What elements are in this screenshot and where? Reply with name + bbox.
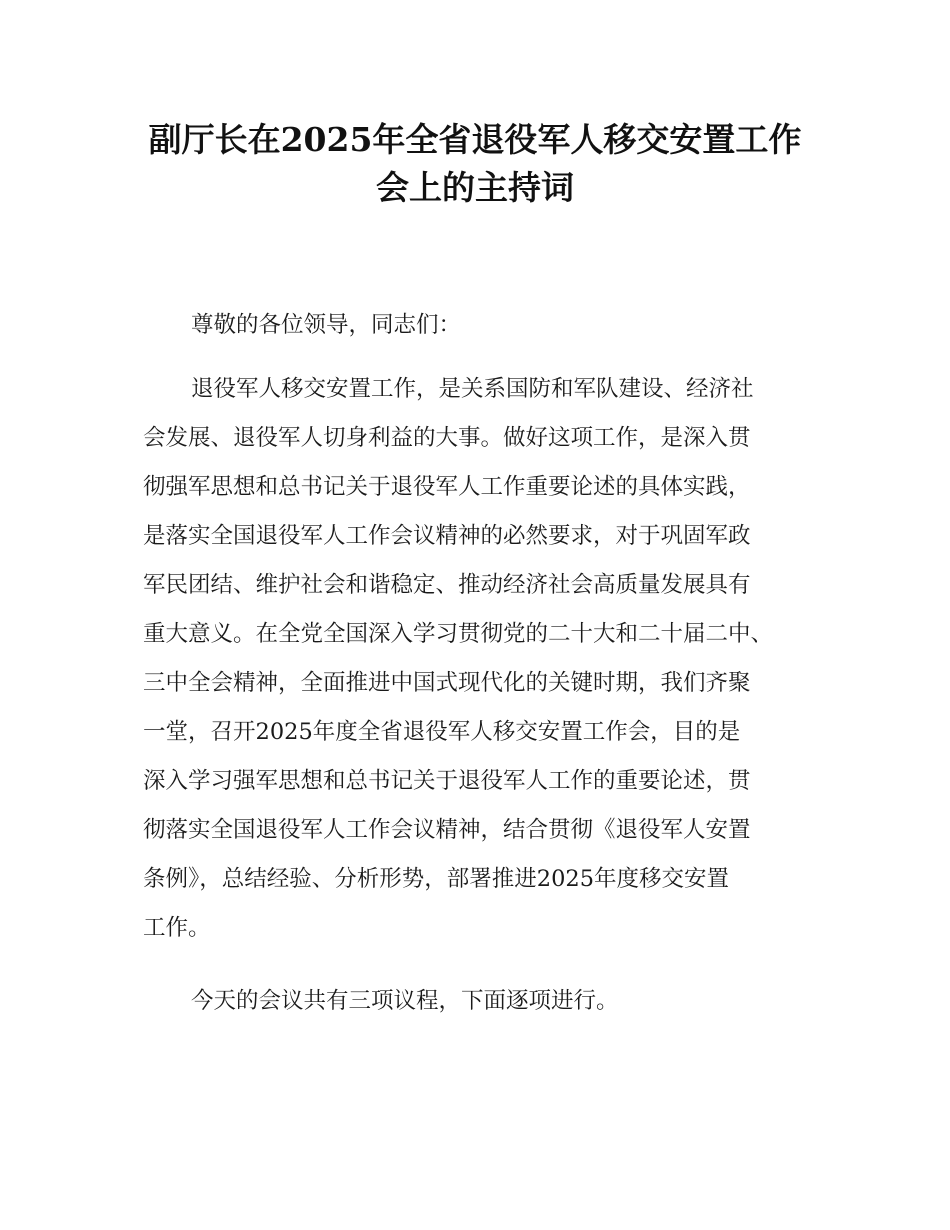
paragraph-line: 军民团结、维护社会和谐稳定、推动经济社会高质量发展具有 (143, 572, 751, 598)
closing-paragraph (143, 977, 823, 1026)
greeting-paragraph (143, 301, 823, 350)
greeting-text: 尊敬的各位领导，同志们： (191, 312, 462, 338)
paragraph-line: 深入学习强军思想和总书记关于退役军人工作的重要论述，贯 (143, 768, 751, 794)
document-title (100, 116, 850, 212)
paragraph-line: 工作。 (143, 915, 211, 941)
paragraph-line: 一堂，召开2025年度全省退役军人移交安置工作会，目的是 (143, 719, 741, 745)
title-line: 副厅长在2025年全省退役军人移交安置工作 (148, 120, 802, 159)
paragraph-line: 是落实全国退役军人工作会议精神的必然要求，对于巩固军政 (143, 523, 751, 549)
paragraph-line: 彻强军思想和总书记关于退役军人工作重要论述的具体实践， (143, 474, 751, 500)
paragraph-line: 会发展、退役军人切身利益的大事。做好这项工作，是深入贯 (143, 425, 751, 451)
paragraph-line: 条例》，总结经验、分析形势，部署推进2025年度移交安置 (143, 866, 730, 892)
paragraph-line: 退役军人移交安置工作，是关系国防和军队建设、经济社 (191, 376, 754, 402)
title-line: 会上的主持词 (376, 168, 574, 207)
paragraph-line: 三中全会精神，全面推进中国式现代化的关键时期，我们齐聚 (143, 670, 751, 696)
closing-text: 今天的会议共有三项议程，下面逐项进行。 (191, 988, 619, 1014)
paragraph-line: 重大意义。在全党全国深入学习贯彻党的二十大和二十届二中、 (143, 621, 774, 647)
paragraph-line: 彻落实全国退役军人工作会议精神，结合贯彻《退役军人安置 (143, 817, 751, 843)
body-paragraph (143, 365, 823, 953)
